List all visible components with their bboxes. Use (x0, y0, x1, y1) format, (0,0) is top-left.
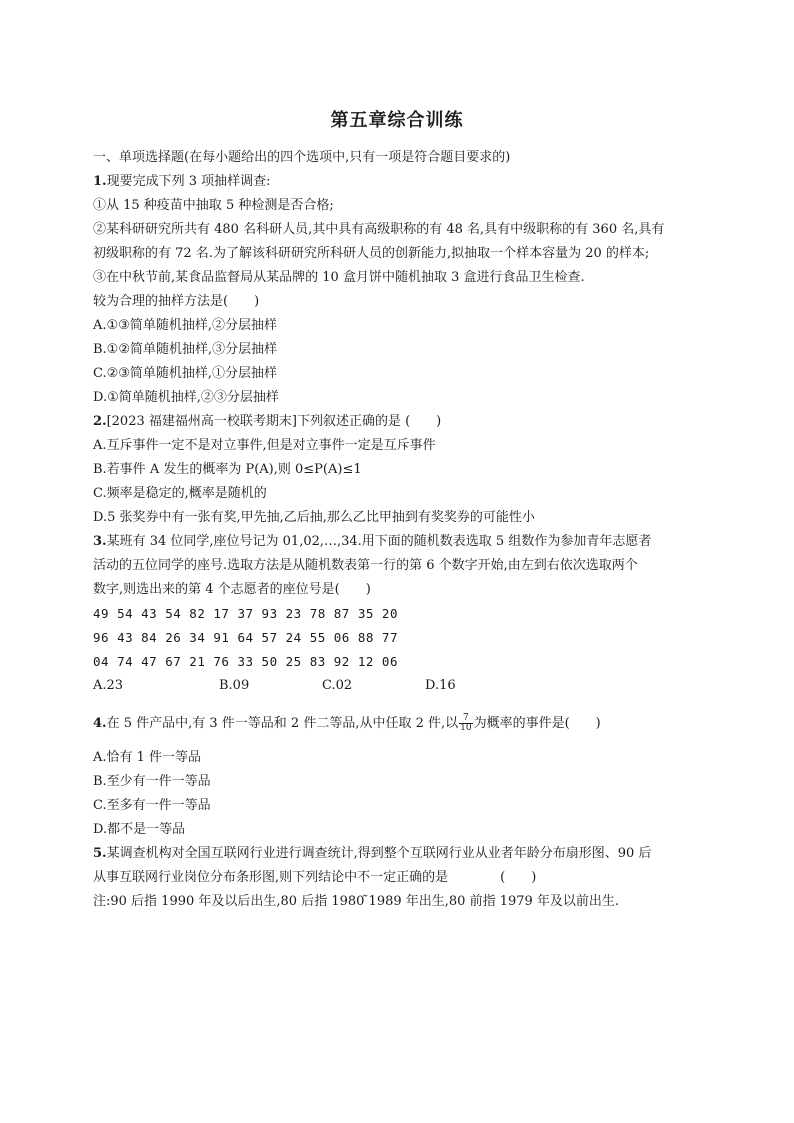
question-5-note: 注:90 后指 1990 年及以后出生,80 后指 1980 ̃1989 年出生,80 前指 1979 年及以前出生. (93, 894, 620, 909)
section-heading: 一、单项选择题(在每小题给出的四个选项中,只有一项是符合题目要求的) (93, 150, 511, 165)
question-4-option-b: B.至少有一件一等品 (93, 774, 211, 789)
question-number: 2. (93, 414, 107, 429)
question-1-option-a: A.①③简单随机抽样,②分层抽样 (93, 318, 277, 333)
question-1-option-b: B.①②简单随机抽样,③分层抽样 (93, 342, 278, 357)
fraction (459, 714, 472, 733)
question-1-stem (93, 174, 271, 190)
question-5-stem-1 (93, 846, 651, 862)
question-3-option-a: A.23 (93, 678, 124, 693)
question-3-option-c: C.02 (322, 678, 353, 693)
question-1-item-2b: 初级职称的有 72 名.为了解该科研研究所科研人员的创新能力,拟抽取一个样本容量为 20 的样本; (93, 246, 650, 261)
question-1-option-c: C.②③简单随机抽样,①分层抽样 (93, 366, 278, 381)
question-2-option-c: C.频率是稳定的,概率是随机的 (93, 486, 267, 501)
random-table-row-3: 04 74 47 67 21 76 33 50 25 83 92 12 06 (93, 654, 398, 669)
question-1-item-3: ③在中秋节前,某食品监督局从某品牌的 10 盒月饼中随机抽取 3 盒进行食品卫生检查. (93, 270, 585, 285)
question-number: 5. (93, 846, 107, 861)
fraction-denominator: 10 (460, 723, 472, 733)
question-text: [2023 福建福州高一校联考期末]下列叙述正确的是 ( ) (106, 414, 442, 429)
question-4-stem (93, 714, 601, 733)
question-number: 1. (93, 174, 107, 189)
question-3-option-d: D.16 (425, 678, 456, 693)
question-1-ask: 较为合理的抽样方法是( ) (93, 294, 260, 309)
question-3-stem-1 (93, 534, 651, 550)
question-text: 某调查机构对全国互联网行业进行调查统计,得到整个互联网行业从业者年龄分布扇形图、90 后 (106, 846, 652, 861)
question-text: 在 5 件产品中,有 3 件一等品和 2 件二等品,从中任取 2 件,以 (106, 716, 459, 731)
question-4-option-d: D.都不是一等品 (93, 822, 186, 837)
question-1-item-1: ①从 15 种疫苗中抽取 5 种检测是否合格; (93, 198, 334, 213)
question-4-option-c: C.至多有一件一等品 (93, 798, 211, 813)
question-text: 现要完成下列 3 项抽样调查: (106, 174, 271, 189)
question-3-stem-2: 活动的五位同学的座号.选取方法是从随机数表第一行的第 6 个数字开始,由左到右依次选取两个 (93, 558, 638, 573)
question-text-tail: 为概率的事件是( ) (473, 716, 601, 731)
question-2-option-a: A.互斥事件一定不是对立事件,但是对立事件一定是互斥事件 (93, 438, 436, 453)
question-number: 4. (93, 716, 107, 731)
question-2-option-d: D.5 张奖券中有一张有奖,甲先抽,乙后抽,那么乙比甲抽到有奖奖券的可能性小 (93, 510, 535, 525)
random-table-row-1: 49 54 43 54 82 17 37 93 23 78 87 35 20 (93, 606, 398, 621)
question-3-stem-3: 数字,则选出来的第 4 个志愿者的座位号是( ) (93, 582, 371, 597)
question-4-option-a: A.恰有 1 件一等品 (93, 750, 202, 765)
question-text: 某班有 34 位同学,座位号记为 01,02,…,34.用下面的随机数表选取 5 组数作为参加青年志愿者 (106, 534, 652, 549)
question-number: 3. (93, 534, 107, 549)
question-1-option-d: D.①简单随机抽样,②③分层抽样 (93, 390, 279, 405)
question-1-item-2a: ②某科研研究所共有 480 名科研人员,其中具有高级职称的有 48 名,具有中级职称的有 360 名,具有 (93, 222, 665, 237)
question-3-option-b: B.09 (219, 678, 250, 693)
random-table-row-2: 96 43 84 26 34 91 64 57 24 55 06 88 77 (93, 630, 398, 645)
page-title: 第五章综合训练 (330, 110, 464, 131)
question-5-stem-2: 从事互联网行业岗位分布条形图,则下列结论中不一定正确的是 ( ) (93, 870, 537, 885)
question-2-stem (93, 414, 441, 430)
fraction-numerator: 7 (459, 714, 472, 724)
question-2-option-b: B.若事件 A 发生的概率为 P(A),则 0≤P(A)≤1 (93, 462, 362, 477)
